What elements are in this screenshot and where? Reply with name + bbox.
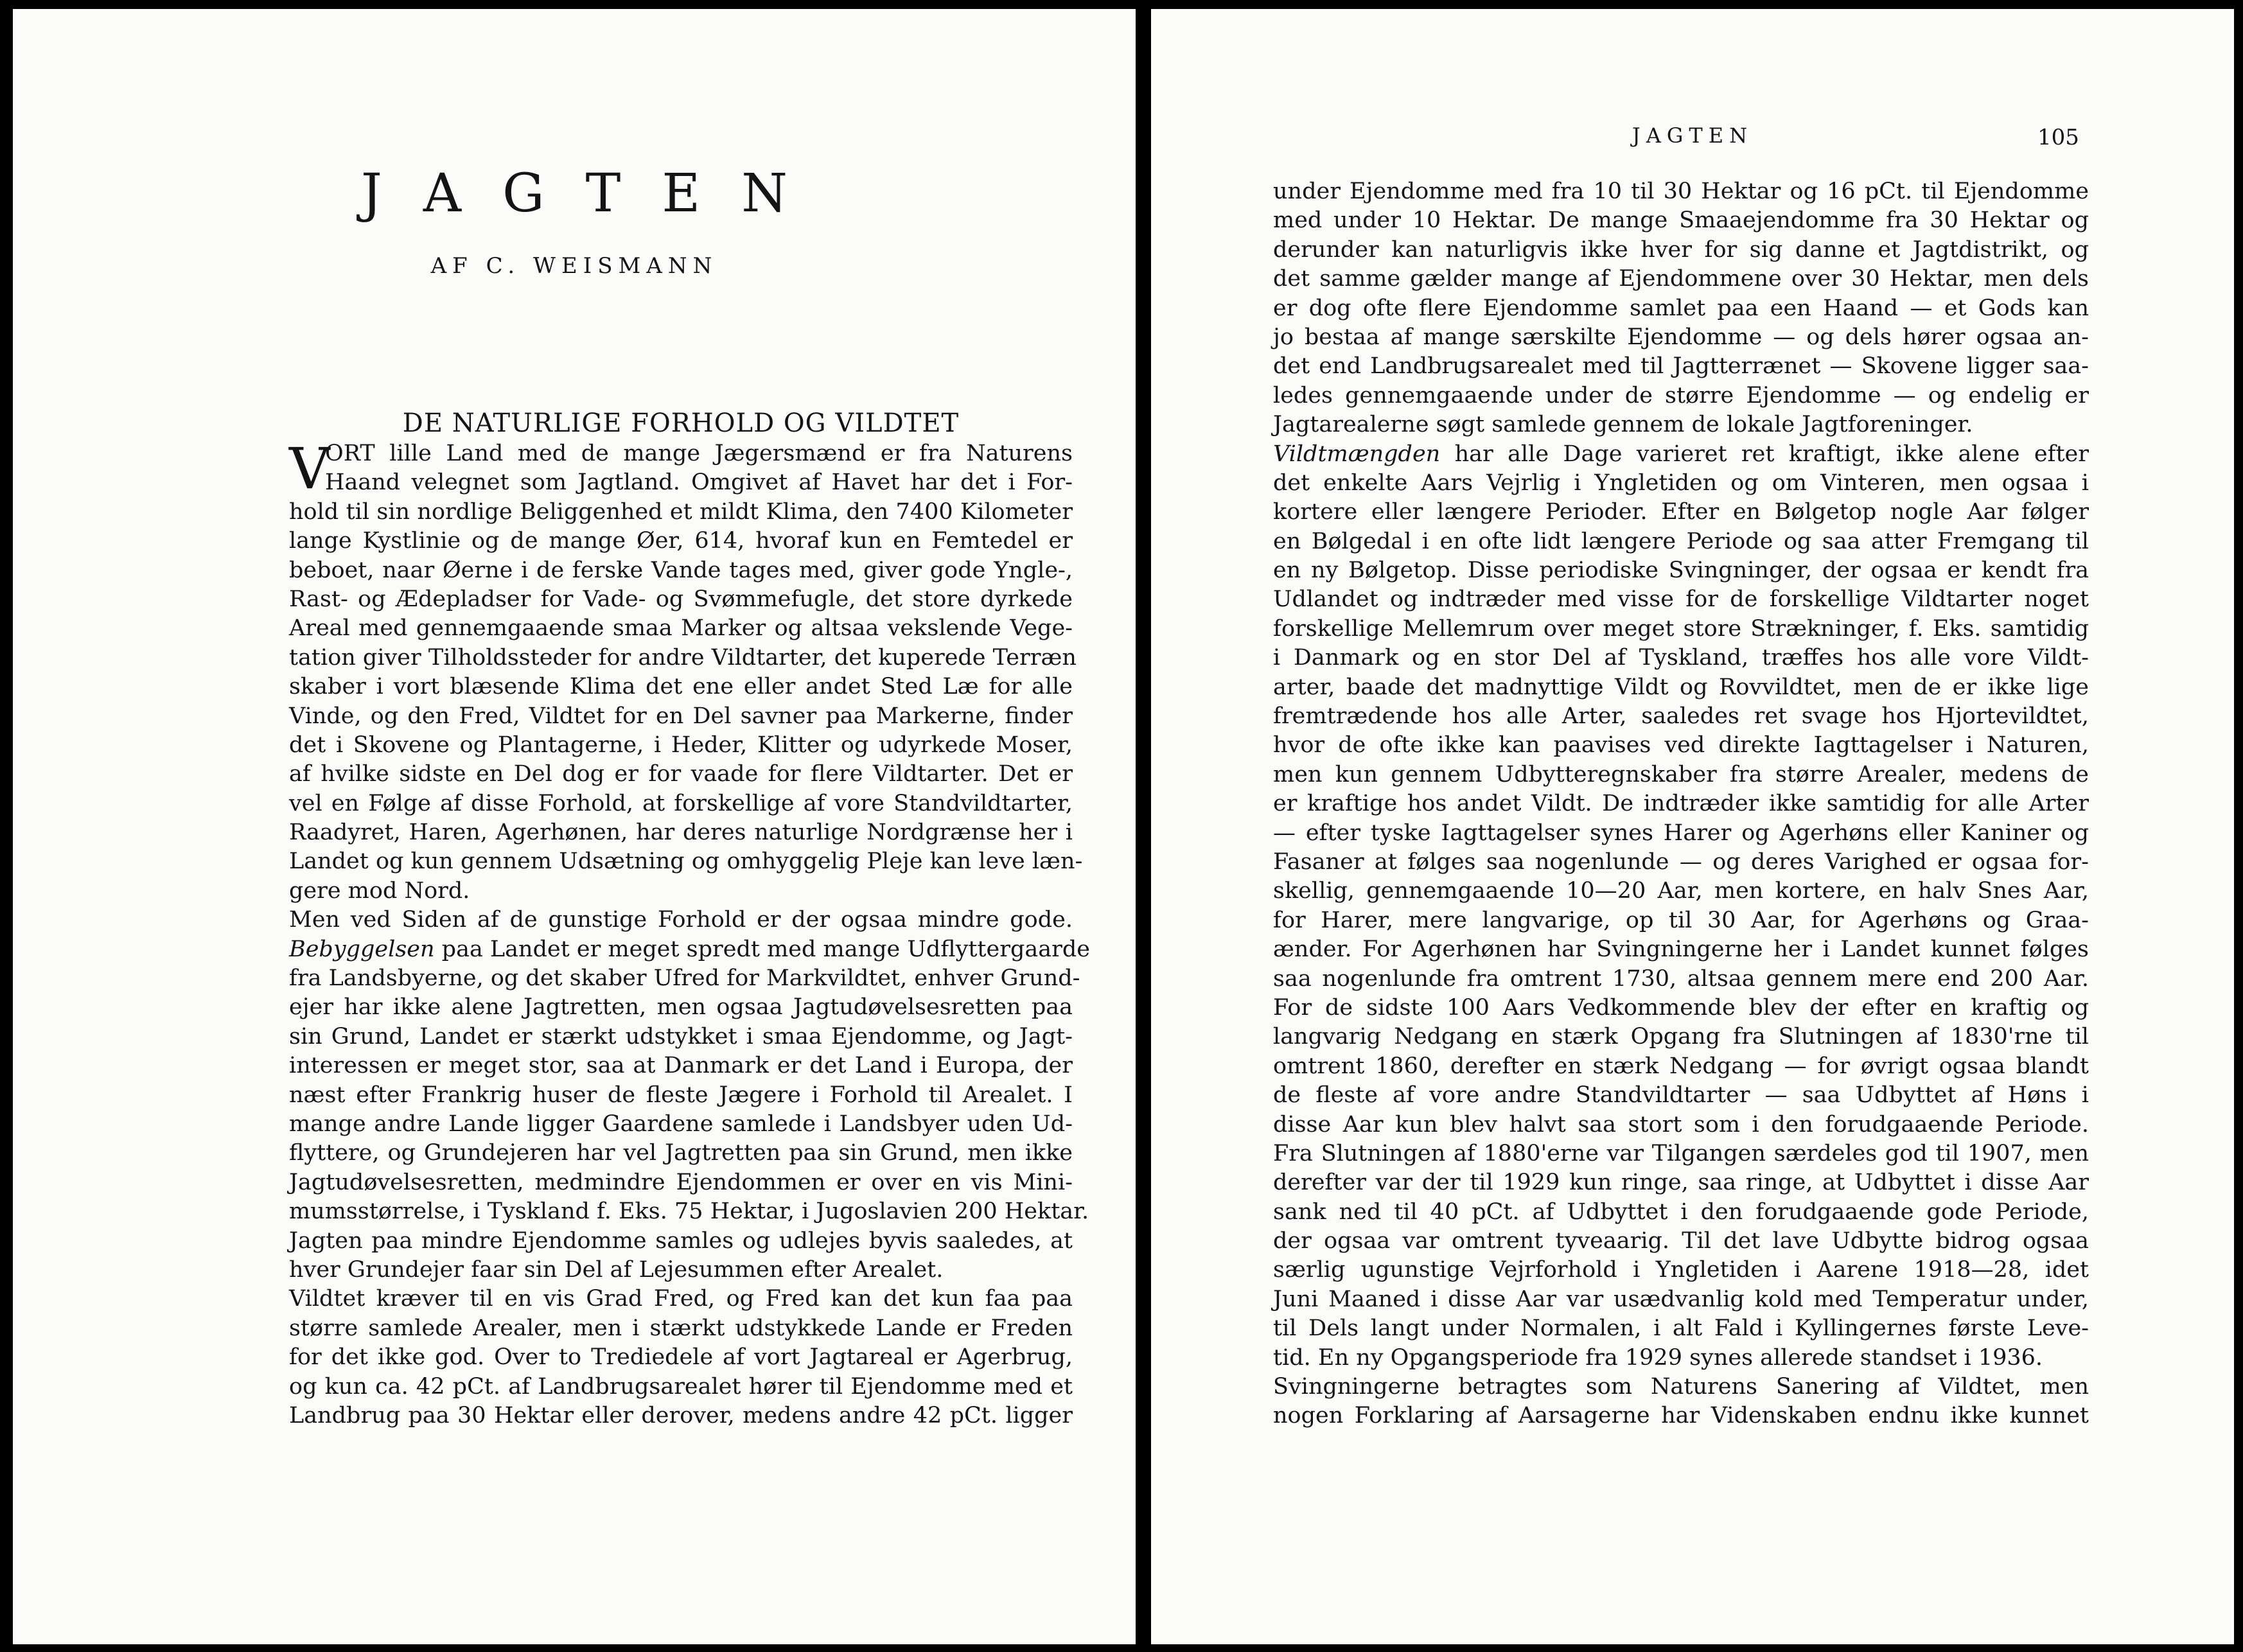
line-text: det enkelte Aars Vejrlig i Yngletiden og om Vinteren, men ogsaa i	[1273, 470, 2089, 496]
line-text: fra Landsbyerne, og det skaber Ufred for Markvildtet, enhver Grund-	[289, 965, 1080, 992]
right-page	[1151, 9, 2234, 1644]
line-text: ænder. For Agerhønen har Svingningerne her i Landet kunnet følges	[1273, 936, 2089, 963]
text-line	[1273, 265, 2089, 294]
line-text: en ny Bølgetop. Disse periodiske Svingninger, der ogsaa er kendt fra	[1273, 558, 2089, 584]
text-line	[289, 760, 1073, 789]
text-line	[289, 1285, 1073, 1314]
text-line	[1273, 1111, 2089, 1139]
line-text: særlig ugunstige Vejrforhold i Yngletiden i Aarene 1918—28, idet	[1273, 1257, 2089, 1283]
text-line	[1273, 206, 2089, 235]
text-line	[1273, 615, 2089, 644]
text-line	[1273, 1081, 2089, 1110]
line-text: sank ned til 40 pCt. af Udbyttet i den forudgaaende gode Periode,	[1273, 1199, 2089, 1225]
line-text: Haand velegnet som Jagtland. Omgivet af Havet har det i For-	[325, 470, 1073, 496]
text-line	[1273, 819, 2089, 848]
section-heading: DE NATURLIGE FORHOLD OG VILDTET	[402, 409, 960, 438]
line-text: For de sidste 100 Aars Vedkommende blev der efter en kraftig og	[1273, 994, 2089, 1021]
line-text: kortere eller længere Perioder. Efter en Bølgetop nogle Aar følger	[1273, 499, 2089, 525]
text-line	[1273, 323, 2089, 352]
line-text: paa Landet er meget spredt med mange Udflyttergaarde	[434, 936, 1090, 962]
line-text: det i Skovene og Plantagerne, i Heder, Klitter og udyrkede Moser,	[289, 732, 1073, 758]
line-text: Landet og kun gennem Udsætning og omhyggelig Pleje kan leve læn-	[289, 848, 1083, 875]
right-body-text	[1273, 177, 2089, 1431]
line-text: fremtrædende hos alle Arter, saaledes ret svage hos Hjortevildtet,	[1273, 703, 2089, 730]
text-line	[289, 993, 1073, 1022]
line-text: Svingningerne betragtes som Naturens Sanering af Vildtet, men	[1273, 1374, 2089, 1400]
text-line	[1273, 1373, 2089, 1402]
text-line	[289, 1023, 1073, 1051]
text-line	[289, 1197, 1089, 1226]
text-line	[289, 1168, 1073, 1197]
line-text: Jagten paa mindre Ejendomme samles og udlejes byvis saaledes, at	[289, 1227, 1073, 1254]
text-line	[1273, 760, 2089, 789]
text-line	[1273, 965, 2089, 994]
text-line	[1273, 440, 2089, 469]
line-text: gere mod Nord.	[289, 877, 470, 904]
line-text: Juni Maaned i disse Aar var usædvanlig kold med Temperatur under,	[1273, 1286, 2089, 1312]
text-line	[1273, 469, 2089, 498]
text-line	[1273, 702, 2089, 731]
line-text: arter, baade det madnyttige Vildt og Rovvildtet, men de er ikke lige	[1273, 674, 2089, 700]
text-line	[1273, 410, 2089, 439]
text-line	[1273, 236, 2089, 265]
text-line	[1273, 731, 2089, 760]
line-text: Vinde, og den Fred, Vildtet for en Del savner paa Markerne, finder	[289, 703, 1073, 729]
text-line	[289, 644, 1077, 672]
line-text: — efter tyske Iagttagelser synes Harer og Agerhøns eller Kaniner og	[1273, 820, 2089, 846]
line-text: forskellige Mellemrum over meget store Strækninger, f. Eks. samtidig	[1273, 615, 2089, 642]
italic-term: Bebyggelsen	[289, 936, 435, 962]
text-line	[1273, 848, 2089, 877]
text-line	[289, 585, 1073, 614]
text-line	[1273, 294, 2089, 323]
line-text: under Ejendomme med fra 10 til 30 Hektar og 16 pCt. til Ejendomme	[1273, 179, 2089, 204]
line-text: men kun gennem Udbytteregnskaber fra større Arealer, medens de	[1273, 761, 2089, 787]
page-number: 105	[2037, 125, 2079, 150]
text-line	[1273, 994, 2089, 1023]
line-text: flyttere, og Grundejeren har vel Jagtretten paa sin Grund, men ikke	[289, 1140, 1073, 1166]
text-line	[289, 1227, 1073, 1256]
line-text: Jagtudøvelsesretten, medmindre Ejendommen er over en vis Mini-	[289, 1169, 1073, 1195]
text-line	[1273, 877, 2089, 906]
text-line	[289, 1081, 1073, 1110]
text-line	[1273, 1198, 2089, 1227]
line-text: i Danmark og en stor Del af Tyskland, træffes hos alle vore Vildt-	[1273, 645, 2089, 671]
running-head: JAGTEN	[1632, 123, 1754, 148]
line-text: skellig, gennemgaaende 10—20 Aar, men kortere, en halv Snes Aar,	[1273, 878, 2089, 904]
text-line	[1273, 1139, 2089, 1168]
text-line	[289, 672, 1073, 701]
line-text: sin Grund, Landet er stærkt udstykket i smaa Ejendomme, og Jagt-	[289, 1023, 1073, 1050]
line-text: det samme gælder mange af Ejendommene over 30 Hektar, men dels	[1273, 266, 2089, 292]
text-line	[289, 468, 1073, 497]
line-text: derunder kan naturligvis ikke hver for sig danne et Jagtdistrikt, og	[1273, 236, 2089, 263]
line-text: Fra Slutningen af 1880'erne var Tilgangen særdeles god til 1907, men	[1273, 1140, 2089, 1166]
text-line	[1273, 1402, 2089, 1430]
text-line	[289, 906, 1073, 935]
text-line	[289, 1110, 1073, 1139]
text-line	[1273, 673, 2089, 702]
line-text: og kun ca. 42 pCt. af Landbrugsarealet hører til Ejendomme med et	[289, 1373, 1073, 1400]
text-line	[289, 702, 1073, 731]
text-line	[1273, 352, 2089, 381]
article-byline: AF C. WEISMANN	[430, 253, 718, 279]
line-text: for Harer, mere langvarige, op til 30 Aar, for Agerhøns og Graa-	[1273, 907, 2089, 933]
line-text: hvor de ofte ikke kan paavises ved direkte Iagttagelser i Naturen,	[1273, 732, 2089, 759]
line-text: en Bølgedal i en ofte lidt længere Periode og saa atter Fremgang til	[1273, 528, 2089, 554]
text-line	[289, 789, 1073, 818]
italic-term: Vildtmængden	[1273, 441, 1441, 467]
text-line	[1273, 1023, 2089, 1051]
text-line	[1273, 527, 2089, 556]
left-page	[13, 9, 1136, 1644]
line-text: tation giver Tilholdssteder for andre Vildtarter, det kuperede Terræn	[289, 644, 1077, 671]
text-line	[289, 877, 1073, 906]
line-text: Vildtet kræver til en vis Grad Fred, og Fred kan det kun faa paa	[289, 1286, 1073, 1312]
text-line	[289, 1402, 1073, 1430]
text-line	[1273, 177, 2089, 206]
line-text: interessen er meget stor, saa at Danmark er det Land i Europa, der	[289, 1053, 1073, 1079]
text-line	[289, 527, 1073, 556]
line-text: Landbrug paa 30 Hektar eller derover, medens andre 42 pCt. ligger	[289, 1402, 1073, 1428]
text-line	[289, 935, 1090, 964]
line-text: ORT lille Land med de mange Jægersmænd er fra Naturens	[325, 441, 1073, 466]
line-text: tid. En ny Opgangsperiode fra 1929 synes allerede standset i 1936.	[1273, 1344, 2043, 1371]
line-text: hold til sin nordlige Beliggenhed et mildt Klima, den 7400 Kilometer	[289, 498, 1073, 525]
line-text: vel en Følge af disse Forhold, at forskellige af vore Standvildtarter,	[289, 790, 1073, 816]
text-line	[1273, 1256, 2089, 1285]
left-body-text	[289, 435, 1090, 1430]
line-text: med under 10 Hektar. De mange Smaaejendomme fra 30 Hektar og	[1273, 207, 2089, 234]
line-text: derefter var der til 1929 kun ringe, saa ringe, at Udbyttet i disse Aar	[1273, 1170, 2089, 1196]
text-line	[1273, 1344, 2089, 1373]
text-line	[289, 1314, 1073, 1343]
line-text: skaber i vort blæsende Klima det ene eller andet Sted Læ for alle	[289, 674, 1073, 700]
line-text: mumsstørrelse, i Tyskland f. Eks. 75 Hektar, i Jugoslavien 200 Hektar.	[289, 1199, 1089, 1225]
line-text: nogen Forklaring af Aarsagerne har Videnskaben endnu ikke kunnet	[1273, 1403, 2089, 1429]
text-line	[289, 818, 1073, 847]
line-text: jo bestaa af mange særskilte Ejendomme — og dels hører ogsaa an-	[1273, 324, 2089, 350]
line-text: ledes gennemgaaende under de større Ejendomme — og endelig er	[1273, 382, 2089, 409]
line-text: større samlede Arealer, men i stærkt udstykkede Lande er Freden	[289, 1315, 1073, 1341]
text-line	[289, 1256, 1073, 1285]
line-text: langvarig Nedgang en stærk Opgang fra Slutningen af 1830'rne til	[1273, 1024, 2089, 1050]
text-line	[289, 614, 1073, 643]
text-line	[1273, 1314, 2089, 1343]
line-text: Areal med gennemgaaende smaa Marker og altsaa vekslende Vege-	[289, 615, 1073, 642]
text-line	[289, 847, 1083, 876]
line-text: hver Grundejer faar sin Del af Lejesummen efter Arealet.	[289, 1256, 944, 1283]
line-text: lange Kystlinie og de mange Øer, 614, hvoraf kun en Femtedel er	[289, 528, 1073, 554]
line-text: af hvilke sidste en Del dog er for vaade for flere Vildtarter. Det er	[289, 761, 1073, 787]
line-text: er kraftige hos andet Vildt. De indtræder ikke samtidig for alle Arter	[1273, 791, 2089, 817]
text-line	[1273, 906, 2089, 935]
text-line	[1273, 585, 2089, 614]
line-text: Udlandet og indtræder med visse for de forskellige Vildtarter noget	[1273, 586, 2089, 613]
text-line	[1273, 1285, 2089, 1314]
text-line	[289, 964, 1080, 993]
line-text: mange andre Lande ligger Gaardene samlede i Landsbyer uden Ud-	[289, 1111, 1073, 1137]
text-line	[289, 731, 1073, 760]
line-text: der ogsaa var omtrent tyveaarig. Til det lave Udbytte bidrog ogsaa	[1273, 1228, 2089, 1254]
line-text: til Dels langt under Normalen, i alt Fald i Kyllingernes første Leve-	[1273, 1315, 2089, 1342]
text-line	[1273, 789, 2089, 818]
line-text: Rast- og Ædepladser for Vade- og Svømmefugle, det store dyrkede	[289, 586, 1073, 612]
line-text: beboet, naar Øerne i de ferske Vande tages med, giver gode Yngle-,	[289, 557, 1073, 583]
line-text: det end Landbrugsarealet med til Jagtterrænet — Skovene ligger saa-	[1273, 353, 2089, 380]
line-text: er dog ofte flere Ejendomme samlet paa een Haand — et Gods kan	[1273, 295, 2089, 321]
text-line	[1273, 382, 2089, 410]
text-line	[289, 1139, 1073, 1168]
text-line	[289, 1373, 1073, 1402]
text-line	[289, 1051, 1073, 1080]
line-text: Jagtarealerne søgt samlede gennem de lokale Jagtforeninger.	[1273, 412, 1973, 438]
line-text: omtrent 1860, derefter en stærk Nedgang — for øvrigt ogsaa blandt	[1273, 1053, 2089, 1079]
line-text: saa nogenlunde fra omtrent 1730, altsaa gennem mere end 200 Aar.	[1273, 965, 2089, 992]
text-line	[1273, 1227, 2089, 1256]
text-line	[289, 1343, 1073, 1372]
line-text: for det ikke god. Over to Trediedele af vort Jagtareal er Agerbrug,	[289, 1344, 1073, 1371]
line-text: ejer har ikke alene Jagtretten, men ogsaa Jagtudøvelsesretten paa	[289, 994, 1073, 1021]
text-line	[1273, 644, 2089, 672]
text-line	[1273, 1168, 2089, 1197]
line-text: næst efter Frankrig huser de fleste Jægere i Forhold til Arealet. I	[289, 1082, 1073, 1108]
article-title: JAGTEN	[361, 163, 829, 224]
line-text: Raadyret, Haren, Agerhønen, har deres naturlige Nordgrænse her i	[289, 820, 1073, 846]
line-text: de fleste af vore andre Standvildtarter — saa Udbyttet af Høns i	[1273, 1082, 2089, 1109]
text-line	[289, 556, 1073, 585]
text-line	[1273, 1052, 2089, 1081]
line-text: Fasaner at følges saa nogenlunde — og deres Varighed er ogsaa for-	[1273, 848, 2089, 875]
text-line	[289, 498, 1073, 527]
text-line	[1273, 935, 2089, 964]
text-line	[1273, 498, 2089, 527]
text-line	[289, 439, 1073, 468]
line-text: Men ved Siden af de gunstige Forhold er der ogsaa mindre gode.	[289, 907, 1073, 933]
dropcap-letter: V	[289, 435, 330, 502]
line-text: har alle Dage varieret ret kraftigt, ikke alene efter	[1440, 441, 2089, 467]
line-text: disse Aar kun blev halvt saa stort som i den forudgaaende Periode.	[1273, 1111, 2089, 1138]
text-line	[1273, 556, 2089, 585]
